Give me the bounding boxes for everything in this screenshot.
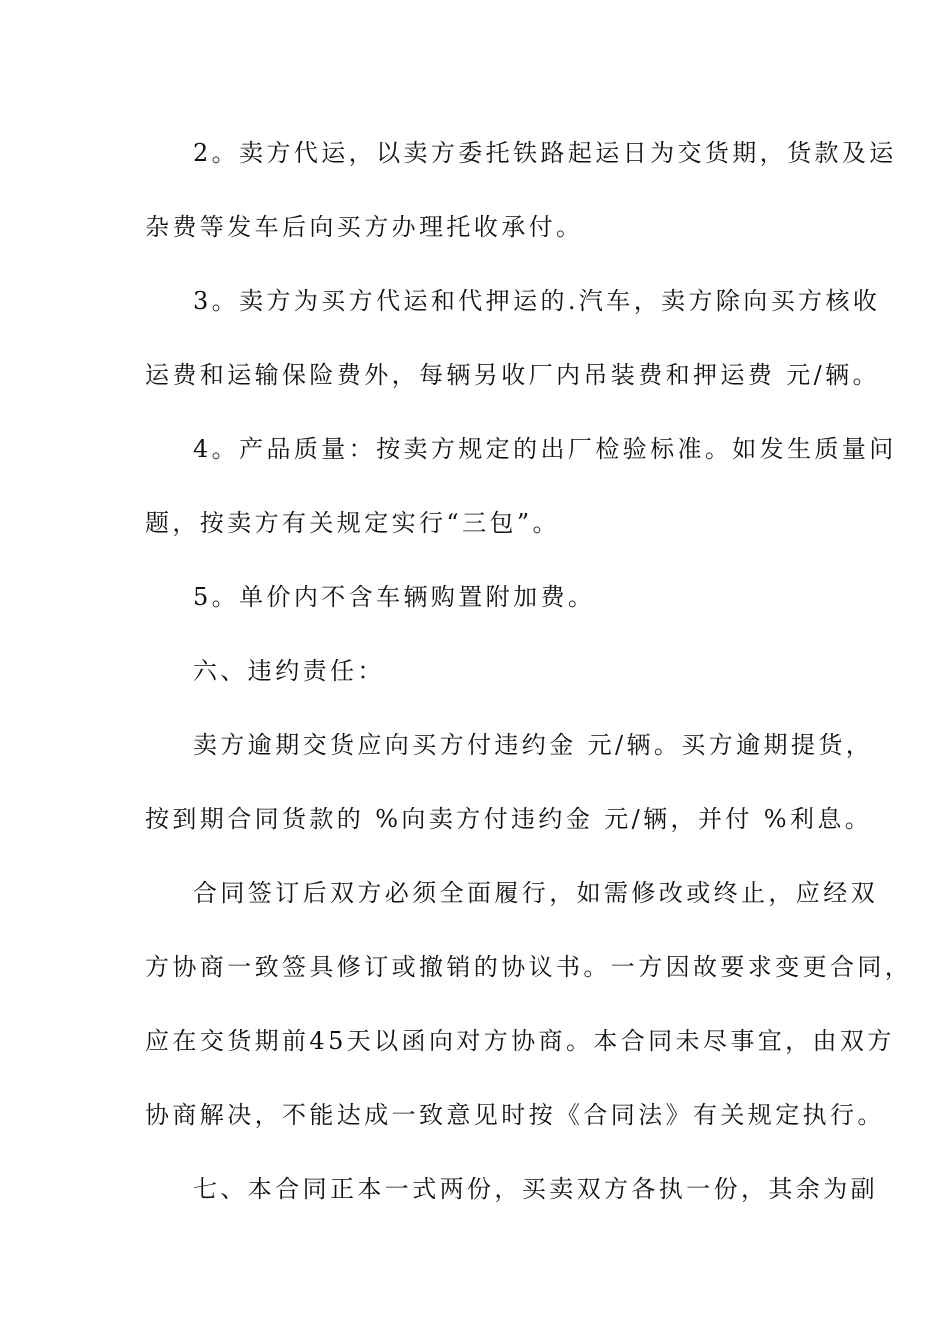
clause-2-line-1: 2。卖方代运，以卖方委托铁路起运日为交货期，货款及运 — [193, 139, 897, 167]
modification-paragraph-line-2: 方协商一致签具修订或撤销的协议书。一方因故要求变更合同， — [145, 953, 913, 981]
clause-4-line-2: 题，按卖方有关规定实行“三包”。 — [145, 509, 560, 537]
modification-paragraph-line-3: 应在交货期前45天以函向对方协商。本合同未尽事宜，由双方 — [145, 1027, 895, 1055]
clause-4-line-1: 4。产品质量：按卖方规定的出厂检验标准。如发生质量问 — [193, 435, 897, 463]
clause-2-line-2: 杂费等发车后向买方办理托收承付。 — [145, 213, 584, 241]
modification-paragraph-line-4: 协商解决，不能达成一致意见时按《合同法》有关规定执行。 — [145, 1101, 885, 1129]
breach-paragraph-line-2: 按到期合同货款的 %向卖方付违约金 元/辆，并付 %利息。 — [145, 805, 873, 833]
clause-3-line-1: 3。卖方为买方代运和代押运的.汽车，卖方除向买方核收 — [193, 287, 881, 315]
section-6-heading: 六、违约责任： — [193, 657, 385, 685]
modification-paragraph-line-1: 合同签订后双方必须全面履行，如需修改或终止，应经双 — [193, 879, 878, 907]
clause-3-line-2: 运费和运输保险费外，每辆另收厂内吊装费和押运费 元/辆。 — [145, 361, 880, 389]
clause-5-line-1: 5。单价内不含车辆购置附加费。 — [193, 583, 596, 611]
breach-paragraph-line-1: 卖方逾期交货应向买方付违约金 元/辆。买方逾期提货， — [193, 731, 874, 759]
section-7-line-1: 七、本合同正本一式两份，买卖双方各执一份，其余为副 — [193, 1175, 878, 1203]
